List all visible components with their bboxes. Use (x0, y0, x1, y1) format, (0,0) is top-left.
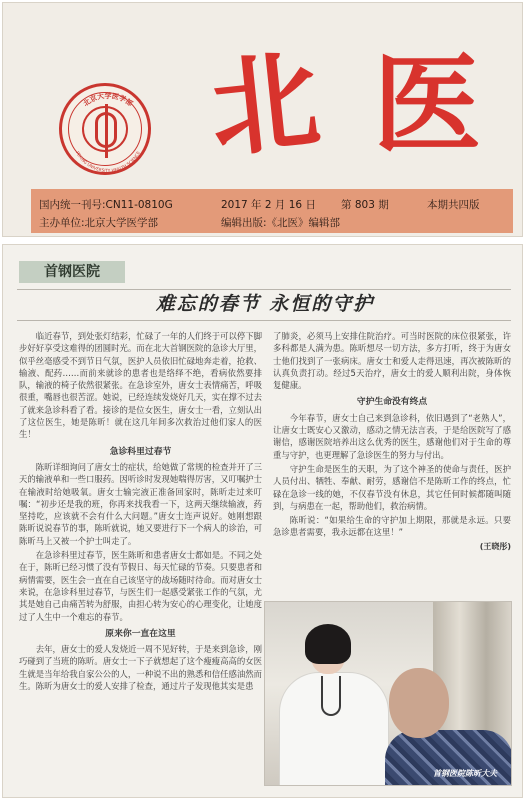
paragraph: 了肺炎，必须马上安排住院治疗。可当时医院的床位很紧张，许多科都是人满为患。陈昕想尽一切方法，多方打听，终于为唐女士他们找到了一张病床。唐女士和爱人走得迅速，再次被陈昕的认真负责打动。经过5天治疗，唐女士的爱人顺利出院，身体恢复健康。 (273, 331, 511, 391)
svg-text:北京大学医学部 (81, 91, 134, 108)
paragraph: 在急诊科里过春节，医生陈昕和患者唐女士都如是。不同之处在于，陈昕已经习惯了没有节假日、每天忙碌的节奏。只要患者和病情需要，医生会一直在自己该坚守的战场随时待命。而对唐女士来说，在急诊科里过春节，与医生们一起感受紧张工作的气氛，尤其是她自己由痛苦转为舒服，由担心转为安心的心理变化，让她度过了人生中一个难忘的春节。 (19, 550, 262, 622)
photo-caption: 首钢医院陈昕大夫 (433, 769, 497, 778)
subheading: 急诊科里过春节 (109, 446, 172, 457)
editor-text: 编辑出版:《北医》编辑部 (221, 217, 341, 229)
photo-patient-head (389, 668, 449, 738)
article-photo (264, 601, 512, 786)
paragraph: 守护生命是医生的天职，为了这个神圣的使命与责任，医护人员付出、牺牲、奉献、耐劳，感谢信不是陈昕工作的终点，忙碌在急诊一线的她，不仅春节没有休息，其它任何时候都随叫随到，与病患在一起，帮助他们，救治病情。 (273, 463, 511, 511)
svg-text:PEKING UNIVERSITY HEALTH SCIEN (75, 150, 141, 173)
paragraph: 今年春节，唐女士自己来到急诊科，依旧遇到了“老熟人”，让唐女士既安心又激动，感动之情无法言表，于是给医院写了感谢信，感谢医院培养出这么优秀的医生，感谢他们对于生命的尊重与守护，也更理解了急诊医生的努力与付出。 (273, 412, 511, 460)
headline-bottom-rule (17, 320, 511, 321)
subheading: 守护生命没有终点 (356, 397, 428, 408)
seal-lettering (62, 86, 154, 178)
seal-text-chinese: 北京大学医学部 (81, 92, 135, 108)
paragraph: 陈昕说：“如果给生命的守护加上期限，那就是永远。只要急诊患者需要，我永远都在这里！” (273, 515, 511, 538)
page-count: 本期共四版 (427, 199, 480, 211)
paragraph: 临近春节，到处张灯结彩，忙碌了一年的人们终于可以停下脚步好好享受这难得的团圆时光。而在北大首钢医院的急诊大厅里，似乎丝毫感受不到节日气氛，医护人员依旧忙碌地奔走着，抢救、输液、配药……而前来就诊的患者也是络绎不绝，看病依然要排队，输液的椅子依然很紧张。在急诊室外，唐女士表情痛苦，呼吸很重，嘴唇也很苦涩。她说，已经连续发烧好几天，实在撑不过去了就来急诊科看了看。接诊的是位女医生，唐女士一看，立刻认出了这位医生，她是陈昕！就在这几年间多次救治过他们家人的医生！ (19, 331, 262, 440)
column-label: 首钢医院 (19, 261, 125, 283)
article-headline: 难忘的春节 永恒的守护 (155, 293, 375, 315)
masthead-title-char-2: 医 (373, 42, 482, 168)
issue-date: 2017 年 2 月 16 日 (221, 199, 316, 211)
byline: (王晓彤) (479, 541, 511, 551)
sponsor-text: 主办单位:北京大学医学部 (39, 217, 159, 229)
issue-number: 第 803 期 (341, 199, 389, 211)
paragraph: 去年，唐女士的爱人发烧近一周不见好转，于是来到急诊，刚巧碰到了当班的陈昕。唐女士一下子就想起了这个瘦瘦高高的女医生就是当年给我自家公公的人，一种说不出的熟悉和信任感油然而生。陈昕为唐女士的爱人安排了检查，通过片子发现他其实是患 (19, 644, 262, 692)
paragraph: 陈昕详细询问了唐女士的症状，给她做了常规的检查并开了三天的输液单和一些口服药。因听诊时发现她喘得厉害，又叮嘱护士在输液时给她吸氧。唐女士输完液正准备回家时，陈昕走过来叮嘱：“初步还是我的班，你再来找我看一下，这两天继续输液，药坚持吃，应该就不会有什么大问题。”唐女士连声说好。她刚想跟陈昕说说春节的事，陈昕就说，她又要进行下一个病人的诊治，可陈昕马上又被一个护士叫走了。 (19, 461, 262, 546)
article-clipping (2, 244, 523, 798)
masthead-title-char-1: 北 (204, 36, 326, 174)
issn-text: 国内统一刊号:CN11-0810G (39, 199, 173, 211)
university-seal-logo (59, 83, 151, 175)
photo-doctor-hair (305, 624, 351, 664)
masthead-info-bar (31, 189, 513, 233)
masthead (2, 2, 523, 237)
left-column (19, 330, 262, 694)
subheading: 原来你一直在这里 (105, 628, 176, 639)
stethoscope-icon (321, 676, 341, 716)
right-column (273, 330, 511, 555)
seal-text-english: PEKING UNIVERSITY HEALTH SCIENCE (75, 150, 141, 174)
